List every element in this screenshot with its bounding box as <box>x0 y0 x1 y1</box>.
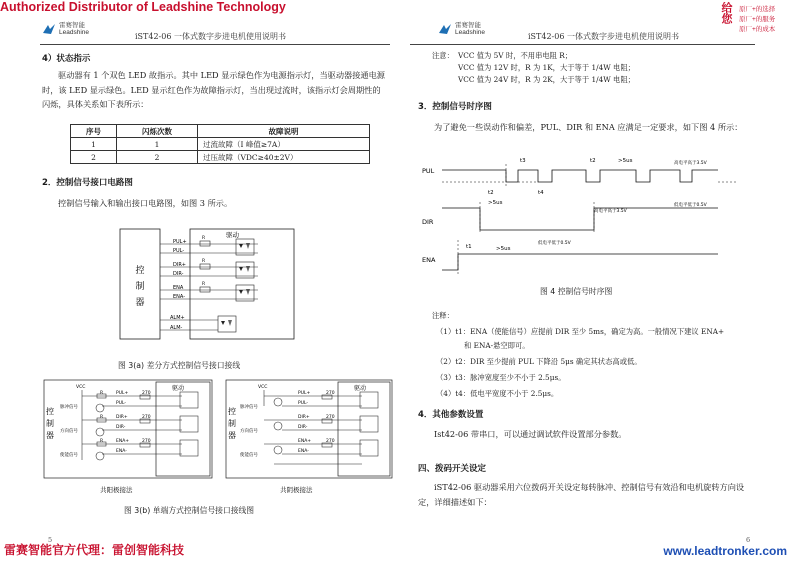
svg-text:VCC: VCC <box>76 385 86 390</box>
svg-text:低电平低于0.5V: 低电平低于0.5V <box>538 241 571 246</box>
svg-text:PUL-: PUL- <box>173 248 185 254</box>
svg-text:驱动: 驱动 <box>354 385 367 392</box>
svg-text:t2: t2 <box>590 158 596 164</box>
right-logo: 雷赛智能 Leadshine <box>438 22 485 36</box>
dip-paragraph: iST42-06 驱动器采用六位拨码开关设定每转脉冲、控制信号有效沿和电机旋转方向设定，详细描述如下： <box>418 482 745 507</box>
leadshine-logo-icon <box>42 23 56 35</box>
svg-text:PUL: PUL <box>422 167 435 175</box>
svg-text:270: 270 <box>142 439 151 444</box>
svg-text:PUL+: PUL+ <box>298 391 311 396</box>
svg-text:R: R <box>100 439 104 444</box>
table-row: 2 2 过压故障（VDC≥40±2V） <box>71 151 370 164</box>
svg-text:高电平高于3.5V: 高电平高于3.5V <box>594 209 627 214</box>
svg-text:制: 制 <box>228 419 236 428</box>
notes-label: 注释： <box>432 311 454 320</box>
svg-text:>5us: >5us <box>488 200 503 206</box>
svg-text:使能信号: 使能信号 <box>240 453 258 458</box>
note-item: （2）t2：DIR 至少提前 PUL 下降沿 5μs 确定其状态高或低。 <box>436 357 642 366</box>
svg-text:>5us: >5us <box>496 246 511 252</box>
svg-text:R: R <box>202 282 206 287</box>
col-header: 故障说明 <box>198 125 370 138</box>
svg-text:ALM+: ALM+ <box>170 315 185 321</box>
distributor-banner: Authorized Distributor of Leadshine Technology <box>0 0 286 14</box>
interface-paragraph: 控制信号输入和输出接口电路图，如图 3 所示。 <box>58 198 233 208</box>
leadshine-logo-icon <box>438 23 452 35</box>
svg-text:R: R <box>100 415 104 420</box>
svg-text:ENA-: ENA- <box>116 449 127 454</box>
svg-text:ENA+: ENA+ <box>116 439 130 444</box>
stamp-line-2: 原厂+的服务 <box>739 16 776 23</box>
svg-text:270: 270 <box>326 415 335 420</box>
left-logo: 雷赛智能 Leadshine <box>42 22 89 36</box>
page-number-left: 5 <box>48 536 53 544</box>
figure-4-caption: 图 4 控制信号时序图 <box>540 287 613 296</box>
figure-3a-diagram <box>118 225 298 343</box>
right-header-title: iST42-06 一体式数字步进电机使用说明书 <box>528 32 679 41</box>
stamp-line-1: 原厂+的选择 <box>739 6 776 13</box>
svg-text:制: 制 <box>46 419 54 428</box>
stamp-line-3: 原厂+的成本 <box>739 26 776 33</box>
svg-text:R: R <box>100 391 104 396</box>
note-item: 和 ENA-悬空即可。 <box>464 341 530 350</box>
note-line: VCC 值为 5V 时，不用串电阻 R； <box>458 51 573 60</box>
svg-text:PUL+: PUL+ <box>116 391 129 396</box>
svg-text:制: 制 <box>135 282 145 292</box>
svg-text:控: 控 <box>228 407 236 416</box>
svg-text:器: 器 <box>46 431 54 440</box>
svg-text:t3: t3 <box>520 158 526 164</box>
note-item: （4）t4：低电平宽度不小于 2.5μs。 <box>436 389 559 398</box>
svg-text:DIR-: DIR- <box>173 271 184 277</box>
svg-text:t1: t1 <box>466 244 472 250</box>
svg-text:DIR+: DIR+ <box>173 262 186 268</box>
note-item: （3）t3：脉冲宽度至少不小于 2.5μs。 <box>436 373 566 382</box>
svg-text:>5us: >5us <box>618 158 633 164</box>
svg-text:ENA+: ENA+ <box>298 439 312 444</box>
agent-banner: 雷赛智能官方代理：雷创智能科技 <box>4 543 185 557</box>
fault-table <box>70 124 370 164</box>
left-header-title: iST42-06 一体式数字步进电机使用说明书 <box>135 32 286 41</box>
svg-text:DIR: DIR <box>422 218 434 226</box>
figure-4-timing-diagram <box>418 150 763 280</box>
note-item: （1）t1：ENA（使能信号）应提前 DIR 至少 5ms，确定为高。一般情况下建议 ENA+ <box>436 327 725 336</box>
section-params-heading: 4．其他参数设置 <box>418 410 484 420</box>
svg-text:控: 控 <box>135 266 145 276</box>
svg-text:高电平高于3.5V: 高电平高于3.5V <box>674 161 707 166</box>
note-label: 注意： <box>432 51 454 60</box>
website-link[interactable]: www.leadtronker.com <box>663 544 787 558</box>
svg-text:器: 器 <box>228 431 236 440</box>
svg-text:t4: t4 <box>538 190 544 196</box>
svg-text:共阴极接法: 共阴极接法 <box>280 486 313 494</box>
svg-text:驱动: 驱动 <box>172 385 185 392</box>
status-paragraph: 驱动器有 1 个双色 LED 故指示。其中 LED 显示绿色作为电源指示灯，当驱动器接通电源时，该 LED 显示绿色。LED 显示红色作为故障指示灯，当出现过流时，该指示灯会周期性的闪烁，具体关系如下表所示： <box>42 70 385 109</box>
svg-text:PUL+: PUL+ <box>173 239 187 245</box>
svg-text:驱动: 驱动 <box>226 231 239 239</box>
figure-3b-diagram <box>42 378 394 498</box>
svg-text:DIR+: DIR+ <box>116 415 128 420</box>
params-paragraph: Ist42-06 带串口，可以通过调试软件设置部分参数。 <box>434 429 627 439</box>
section-interface-heading: 2．控制信号接口电路图 <box>42 178 133 188</box>
svg-text:R: R <box>202 259 206 264</box>
svg-text:控: 控 <box>46 407 54 416</box>
svg-text:脉冲信号: 脉冲信号 <box>240 405 258 410</box>
svg-text:270: 270 <box>142 415 151 420</box>
svg-text:PUL-: PUL- <box>116 401 127 406</box>
svg-text:共阳极接法: 共阳极接法 <box>100 486 133 494</box>
svg-text:低电平低于0.5V: 低电平低于0.5V <box>674 203 707 208</box>
svg-text:DIR-: DIR- <box>298 425 308 430</box>
svg-text:t2: t2 <box>488 190 494 196</box>
figure-3a-caption: 图 3(a) 差分方式控制信号接口接线 <box>118 361 241 370</box>
stamp-chars: 给您 <box>720 2 733 24</box>
svg-text:270: 270 <box>142 391 151 396</box>
page-number-right: 6 <box>746 536 751 544</box>
svg-text:ENA: ENA <box>173 285 184 291</box>
section-status-heading: 4）状态指示 <box>42 54 91 64</box>
svg-text:ALM-: ALM- <box>170 325 183 331</box>
svg-text:器: 器 <box>135 298 145 308</box>
svg-text:270: 270 <box>326 439 335 444</box>
note-line: VCC 值为 12V 时，R 为 1K，大于等于 1/4W 电阻； <box>458 63 635 72</box>
timing-paragraph: 为了避免一些误动作和偏差，PUL、DIR 和 ENA 应满足一定要求，如下图 4 所示： <box>434 122 743 132</box>
svg-text:DIR+: DIR+ <box>298 415 310 420</box>
svg-text:VCC: VCC <box>258 385 268 390</box>
svg-text:R: R <box>202 236 206 241</box>
promo-stamp <box>721 2 789 36</box>
figure-3b-caption: 图 3(b) 单端方式控制信号接口接线图 <box>124 506 255 515</box>
svg-text:ENA-: ENA- <box>173 294 186 300</box>
section-dip-heading: 四、拨码开关设定 <box>418 464 487 474</box>
svg-text:ENA-: ENA- <box>298 449 309 454</box>
note-line: VCC 值为 24V 时，R 为 2K，大于等于 1/4W 电阻； <box>458 75 635 84</box>
svg-text:使能信号: 使能信号 <box>60 453 78 458</box>
svg-text:方向信号: 方向信号 <box>60 429 78 434</box>
col-header: 闪烁次数 <box>117 125 198 138</box>
table-row: 1 1 过流故障（I 峰值≥7A） <box>71 138 370 151</box>
svg-text:DIR-: DIR- <box>116 425 126 430</box>
svg-text:ENA: ENA <box>422 256 436 264</box>
svg-text:脉冲信号: 脉冲信号 <box>60 405 78 410</box>
svg-text:PUL-: PUL- <box>298 401 309 406</box>
svg-text:270: 270 <box>326 391 335 396</box>
section-timing-heading: 3．控制信号时序图 <box>418 102 492 112</box>
col-header: 序号 <box>71 125 117 138</box>
svg-text:方向信号: 方向信号 <box>240 429 258 434</box>
